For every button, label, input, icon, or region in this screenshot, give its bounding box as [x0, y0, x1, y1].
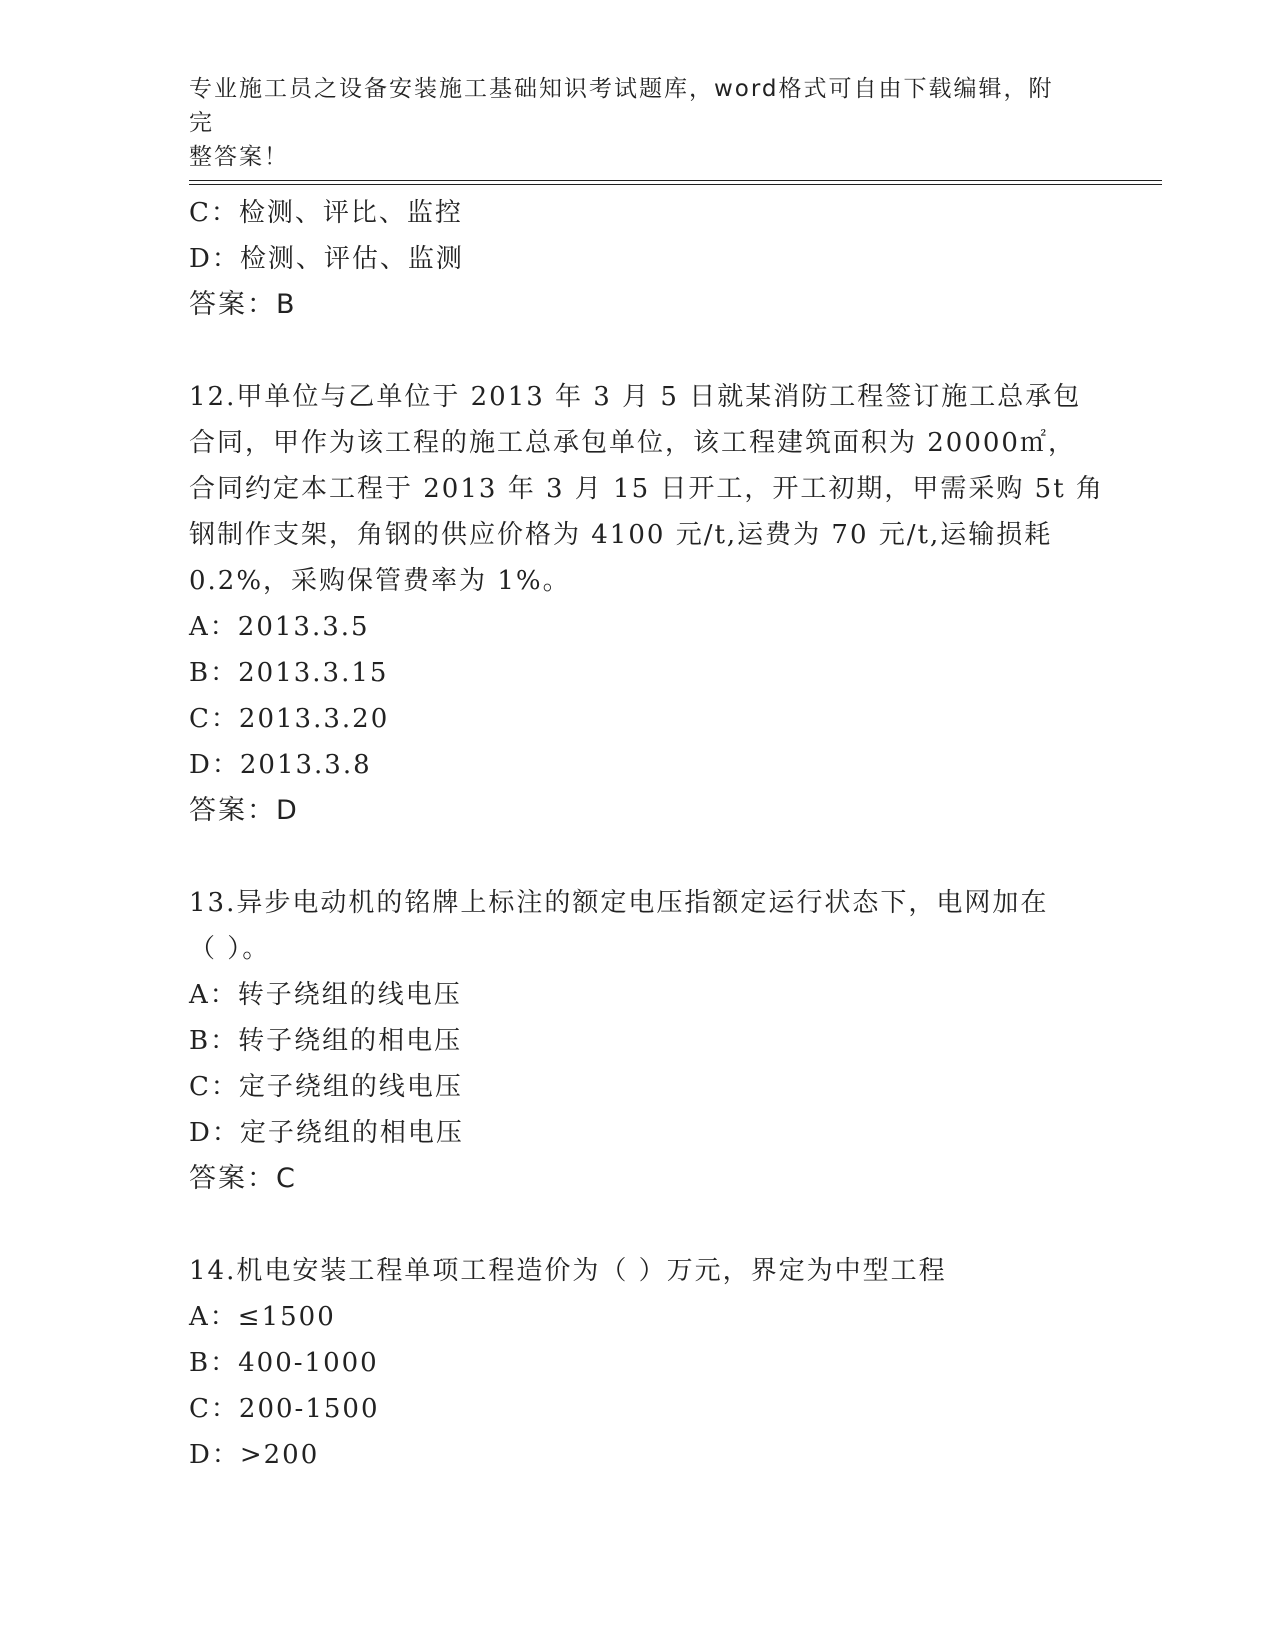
option-label: A：	[189, 1302, 238, 1332]
option-label: A：	[189, 612, 238, 642]
question-text-line: 13.异步电动机的铭牌上标注的额定电压指额定运行状态下，电网加在	[189, 888, 1049, 918]
question-text-line: 0.2%，采购保管费率为 1%。	[189, 566, 571, 596]
option-text: ≤1500	[237, 1302, 336, 1332]
option-label: B：	[189, 658, 239, 688]
option-label: D：	[189, 244, 240, 274]
question-12	[189, 374, 1104, 834]
question-text	[189, 374, 1104, 604]
option-text: 2013.3.15	[238, 658, 389, 688]
question-text-line: 14.机电安装工程单项工程造价为（ ）万元，界定为中型工程	[189, 1256, 947, 1286]
option-text: 定子绕组的线电压	[238, 1072, 463, 1102]
question-text-line: 钢制作支架，角钢的供应价格为 4100 元/t,运费为 70 元/t,运输损耗	[189, 520, 1053, 550]
option-text: 400-1000	[238, 1348, 379, 1378]
prev-question	[189, 190, 1089, 328]
option-label: C：	[189, 198, 239, 228]
option-text: 2013.3.20	[238, 704, 390, 734]
option-a	[189, 1294, 1089, 1340]
option-label: B：	[189, 1348, 239, 1378]
option-c	[189, 696, 1089, 742]
option-label: C：	[189, 704, 239, 734]
option-b	[189, 650, 1089, 696]
option-text: 2013.3.8	[239, 750, 372, 780]
option-text: 2013.3.5	[237, 612, 370, 642]
option-d	[189, 1432, 1089, 1478]
option-b	[189, 1018, 1089, 1064]
question-text-line: 合同约定本工程于 2013 年 3 月 15 日开工，开工初期，甲需采购 5t 角	[189, 474, 1104, 504]
header-title-line-2: 整答案！	[189, 144, 289, 170]
option-label: C：	[189, 1072, 239, 1102]
spacer	[189, 1202, 1089, 1248]
option-d	[189, 236, 1089, 282]
question-text-line: 合同，甲作为该工程的施工总承包单位，该工程建筑面积为 20000㎡，	[189, 428, 1076, 458]
option-b	[189, 1340, 1089, 1386]
header-divider-bottom	[189, 184, 1162, 185]
question-text-line: （ ）。	[189, 934, 271, 964]
question-text	[189, 1248, 1089, 1294]
option-text: 200-1500	[238, 1394, 380, 1424]
option-label: C：	[189, 1394, 239, 1424]
answer: 答案：D	[189, 795, 299, 826]
option-label: D：	[189, 1440, 240, 1470]
option-text: 转子绕组的线电压	[237, 980, 462, 1010]
option-text: 转子绕组的相电压	[238, 1026, 463, 1056]
header-title-line-1: 专业施工员之设备安装施工基础知识考试题库，word格式可自由下载编辑，附完	[189, 76, 1054, 136]
question-text-line: 12.甲单位与乙单位于 2013 年 3 月 5 日就某消防工程签订施工总承包	[189, 382, 1082, 412]
question-content	[189, 190, 1104, 1478]
spacer	[189, 834, 1089, 880]
option-label: D：	[189, 1118, 240, 1148]
option-text: 定子绕组的相电压	[239, 1118, 464, 1148]
document-header	[189, 72, 1069, 174]
option-d	[189, 1110, 1089, 1156]
option-label: D：	[189, 750, 240, 780]
option-label: A：	[189, 980, 238, 1010]
answer: 答案：C	[189, 1163, 297, 1194]
option-a	[189, 604, 1089, 650]
option-c	[189, 1386, 1089, 1432]
option-c	[189, 1064, 1089, 1110]
option-text: >200	[239, 1440, 320, 1470]
question-text	[189, 880, 1089, 972]
question-13	[189, 880, 1089, 1202]
header-divider-top	[189, 180, 1162, 181]
option-text: 检测、评估、监测	[239, 244, 464, 274]
question-14	[189, 1248, 1089, 1478]
spacer	[189, 328, 1089, 374]
answer: 答案：B	[189, 289, 297, 320]
option-c	[189, 190, 1089, 236]
option-a	[189, 972, 1089, 1018]
option-label: B：	[189, 1026, 239, 1056]
option-text: 检测、评比、监控	[238, 198, 463, 228]
option-d	[189, 742, 1089, 788]
